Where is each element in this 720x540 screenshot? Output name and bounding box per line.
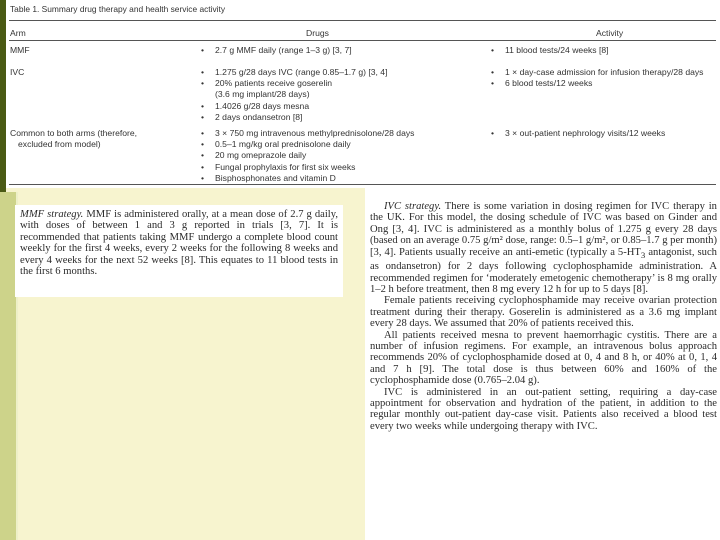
table-title: Table 1. Summary drug therapy and health service activity [10,4,226,14]
ivc-p1-text: There is some variation in dosing regimen for IVC therapy in the UK. For this model, the dosing schedule of IVC was based on Ginder and Ong [3, 4]. IVC is administered as a monthly bolus of 1.275 g every 28 days (based on an average 0.75 g/m² dose, range: 0.5–1 g/m², or 0.85–1.7 g per month) [3, 4]. Patients usually receive an anti-emetic (typically a 5-HT [370,201,717,258]
drug-item [201,128,414,139]
activity-item [491,78,703,89]
row-common-arm [10,128,137,150]
activity-item [491,128,665,139]
ivc-p1-subscript: 3 [640,249,646,260]
bullet-icon: • [201,128,205,138]
drug-item [201,45,352,56]
table-bottom-rule [9,184,716,185]
drug-text: 1.275 g/28 days IVC (range 0.85–1.7 g) [3, 4] [215,67,388,77]
drug-item [201,173,414,184]
drug-text: 2.7 g MMF daily (range 1–3 g) [3, 7] [215,45,352,55]
header-activity: Activity [596,28,624,38]
drug-item [201,89,387,100]
row-common-activity [491,128,665,139]
drug-text: 2 days ondansetron [8] [215,111,303,122]
mmf-strategy-section [15,205,343,297]
drug-text: 20 mg omeprazole daily [215,150,307,161]
ivc-strategy-section [365,188,720,540]
drug-text: 20% patients receive goserelin [215,78,333,89]
bullet-icon: • [201,45,205,55]
bullet-icon: • [201,78,205,89]
drug-item [201,101,387,112]
arm-line: IVC [10,67,25,77]
drug-item [201,150,414,161]
bullet-icon: • [491,78,495,89]
drug-text: (3.6 mg implant/28 days) [215,89,310,100]
row-ivc-activity [491,67,703,89]
activity-item [491,45,609,56]
ivc-paragraph-4: IVC is administered in an out-patient setting, requiring a day-case appointment for observation and hydration of the patient, in addition to the regular monthly out-patient day-case visit. Patients also received a blood test every two weeks while undergoing therapy with IVC. [370,386,717,432]
bullet-icon: • [491,128,495,138]
ivc-p1-tail: antagonist, such as ondansetron) for 2 days following cyclophosphamide administration. A recommended regimen for ‘moderately emetogenic chemotherapy’ is 8 mg orally 1–2 h before treatment, then 8 mg every 12 h for up to 5 days [8]. [370,246,717,295]
summary-table [6,0,720,188]
activity-text: 11 blood tests/24 weeks [8] [505,45,609,55]
mmf-heading: MMF strategy. [20,209,84,220]
drug-item [201,67,387,78]
arm-line: Common to both arms (therefore, [10,128,138,138]
drug-item [201,139,414,150]
drug-text: 3 × 750 mg intravenous methylprednisolone/28 days [215,128,415,138]
drug-item [201,112,387,123]
mmf-paragraph [15,205,343,277]
ivc-paragraph-2: Female patients receiving cyclophosphamide may receive ovarian protection treatment during their therapy. Goserelin is administered as a 3.6 mg implant every 28 days. We assumed that 20% of patients received this. [370,295,717,330]
row-ivc-drugs [201,67,387,123]
drug-text: Fungal prophylaxis for first six weeks [215,161,356,172]
bullet-icon: • [201,150,205,161]
bullet-icon: • [201,172,205,183]
arm-line: excluded from model) [18,139,101,150]
arm-line: MMF [10,45,30,55]
row-mmf-arm [10,45,30,56]
header-drugs: Drugs [306,28,329,38]
drug-text: Bisphosphonates and vitamin D [215,172,336,183]
activity-text: 3 × out-patient nephrology visits/12 weeks [505,128,666,138]
bullet-icon: • [201,161,205,172]
activity-text: 6 blood tests/12 weeks [505,78,593,89]
drug-text: 0.5–1 mg/kg oral prednisolone daily [215,139,351,150]
mmf-text: MMF is administered orally, at a mean dose of 2.7 g daily, with doses of between 1 and 3 g reported in trials [3, 7]. It is recommended that patients taking MMF undergo a complete blood count weekly for the first 4 weeks, every 2 weeks for the following 8 weeks and every 4 weeks for the next 52 weeks [8]. This equates to 11 blood tests in the first 6 months. [20,209,339,278]
ivc-paragraph-1 [365,188,720,295]
row-mmf-drugs [201,45,352,56]
activity-item [491,67,703,78]
bullet-icon: • [201,139,205,150]
bullet-icon: • [201,111,205,122]
ivc-heading: IVC strategy. [384,201,442,212]
bullet-icon: • [491,67,495,77]
activity-text: 1 × day-case admission for infusion therapy/28 days [505,67,704,77]
row-mmf-activity [491,45,609,56]
ivc-paragraph-3: All patients received mesna to prevent haemorrhagic cystitis. There are a number of infusion regimens. For example, an intravenous bolus approach recommends 20% of cyclophosphamide dosed at 0, 4 and 8 h, or 40% at 0, 1, 4 and 7 h [9]. The total dose is thus between 60% and 160% of the cyclophosphamide dose (0.765–2.04 g). [370,329,717,387]
bullet-icon: • [491,45,495,55]
drug-item [201,162,414,173]
row-common-drugs [201,128,414,184]
bullet-icon: • [201,67,205,77]
left-accent-bar-light [0,192,16,540]
header-arm: Arm [10,28,26,38]
drug-item [201,78,387,89]
bullet-icon: • [201,100,205,111]
row-ivc-arm [10,67,24,78]
drug-text: 1.4026 g/28 days mesna [215,100,310,111]
table-top-rule [9,20,716,21]
table-header-rule [9,40,716,41]
